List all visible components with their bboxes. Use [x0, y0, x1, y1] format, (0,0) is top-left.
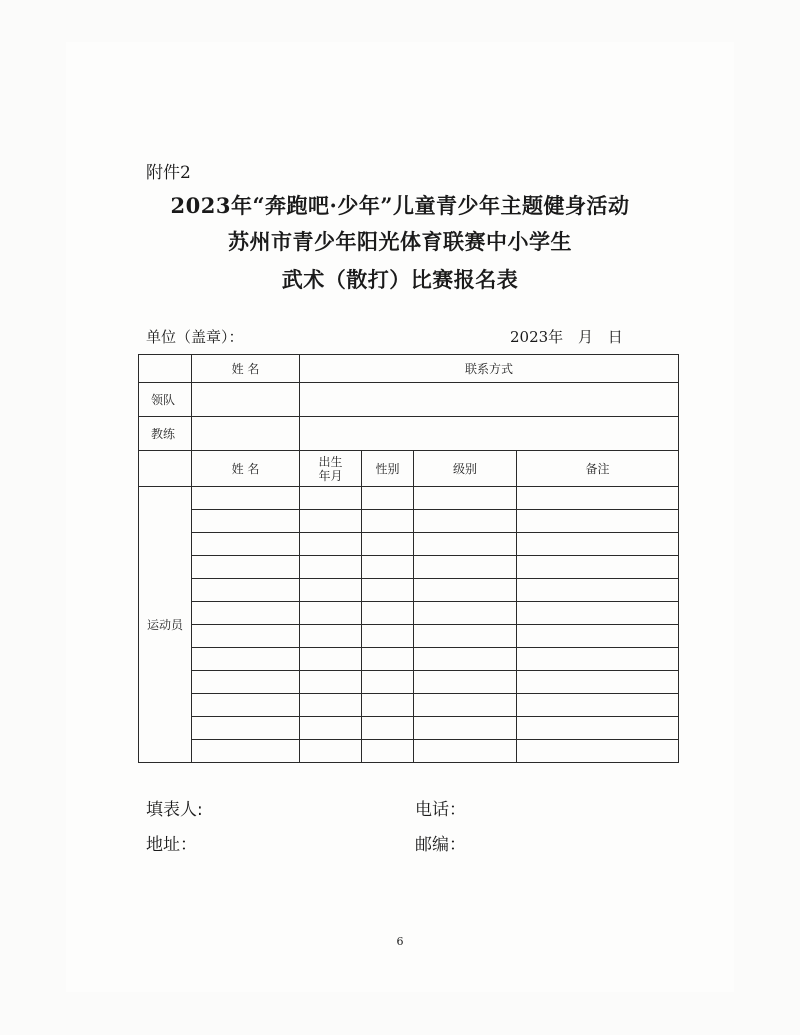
athlete-row: [139, 556, 679, 579]
athlete-level-cell[interactable]: [414, 533, 517, 556]
blank-cell: [139, 355, 192, 383]
blank-cell: [139, 451, 192, 487]
athlete-name-cell[interactable]: [192, 510, 300, 533]
athlete-birth-cell[interactable]: [300, 510, 362, 533]
athlete-gender-cell[interactable]: [362, 671, 414, 694]
athlete-remark-cell[interactable]: [517, 510, 679, 533]
athlete-level-cell[interactable]: [414, 602, 517, 625]
athlete-gender-cell[interactable]: [362, 556, 414, 579]
form-date: 2023年 月 日: [510, 328, 623, 346]
contact-header: 联系方式: [300, 355, 679, 383]
staff-name-header: 姓 名: [192, 355, 300, 383]
athlete-remark-cell[interactable]: [517, 671, 679, 694]
athlete-gender-cell[interactable]: [362, 625, 414, 648]
athlete-row: [139, 510, 679, 533]
coach-row: [139, 417, 679, 451]
athlete-name-header: 姓 名: [192, 451, 300, 487]
athlete-level-cell[interactable]: [414, 694, 517, 717]
athlete-label-char: 员: [171, 617, 184, 632]
athlete-birth-cell[interactable]: [300, 625, 362, 648]
athlete-level-cell[interactable]: [414, 671, 517, 694]
athlete-remark-cell[interactable]: [517, 717, 679, 740]
athlete-birth-cell[interactable]: [300, 579, 362, 602]
athlete-birth-cell[interactable]: [300, 602, 362, 625]
athlete-birth-cell[interactable]: [300, 740, 362, 763]
athlete-name-cell[interactable]: [192, 602, 300, 625]
athlete-birth-cell[interactable]: [300, 671, 362, 694]
title-line-1: 2023年“奔跑吧·少年”儿童青少年主题健身活动: [170, 193, 630, 218]
registration-table: [138, 354, 679, 763]
athlete-birth-cell[interactable]: [300, 648, 362, 671]
athlete-level-cell[interactable]: [414, 625, 517, 648]
unit-seal-label: 单位（盖章）：: [146, 328, 244, 346]
athlete-gender-cell[interactable]: [362, 740, 414, 763]
coach-contact-cell[interactable]: [300, 417, 679, 451]
leader-contact-cell[interactable]: [300, 383, 679, 417]
title-line-2: 苏州市青少年阳光体育联赛中小学生: [228, 229, 572, 254]
athlete-label-char: 运: [146, 617, 159, 632]
attachment-label: 附件2: [146, 163, 191, 183]
athlete-gender-cell[interactable]: [362, 579, 414, 602]
athlete-row: [139, 740, 679, 763]
athlete-birth-cell[interactable]: [300, 717, 362, 740]
athlete-name-cell[interactable]: [192, 579, 300, 602]
athlete-gender-cell[interactable]: [362, 694, 414, 717]
athlete-name-cell[interactable]: [192, 556, 300, 579]
athlete-birth-cell[interactable]: [300, 694, 362, 717]
postcode-label: 邮编：: [415, 835, 466, 855]
athlete-row: [139, 648, 679, 671]
athlete-gender-cell[interactable]: [362, 648, 414, 671]
coach-label: 教练: [139, 417, 192, 451]
athlete-birth-cell[interactable]: [300, 556, 362, 579]
address-label: 地址：: [146, 835, 197, 855]
athlete-birth-cell[interactable]: [300, 487, 362, 510]
athlete-name-cell[interactable]: [192, 533, 300, 556]
filler-label: 填表人:: [146, 800, 203, 820]
athlete-row: [139, 533, 679, 556]
athlete-gender-cell[interactable]: [362, 717, 414, 740]
remark-header: 备注: [517, 451, 679, 487]
coach-name-cell[interactable]: [192, 417, 300, 451]
athlete-level-cell[interactable]: [414, 740, 517, 763]
athlete-name-cell[interactable]: [192, 487, 300, 510]
athlete-remark-cell[interactable]: [517, 533, 679, 556]
birth-header-line-1: 出生: [318, 454, 343, 469]
athlete-gender-cell[interactable]: [362, 487, 414, 510]
athlete-level-cell[interactable]: [414, 717, 517, 740]
athlete-row: [139, 671, 679, 694]
athlete-name-cell[interactable]: [192, 671, 300, 694]
athlete-row: [139, 579, 679, 602]
athlete-gender-cell[interactable]: [362, 510, 414, 533]
leader-name-cell[interactable]: [192, 383, 300, 417]
athlete-row: [139, 487, 679, 510]
athlete-name-cell[interactable]: [192, 717, 300, 740]
athlete-remark-cell[interactable]: [517, 740, 679, 763]
athlete-row: [139, 694, 679, 717]
level-header: 级别: [414, 451, 517, 487]
athlete-remark-cell[interactable]: [517, 487, 679, 510]
athlete-name-cell[interactable]: [192, 648, 300, 671]
athlete-remark-cell[interactable]: [517, 625, 679, 648]
athlete-level-cell[interactable]: [414, 510, 517, 533]
athlete-label-char: 动: [158, 617, 171, 632]
athlete-birth-cell[interactable]: [300, 533, 362, 556]
birth-header: [300, 451, 362, 487]
athlete-row: [139, 602, 679, 625]
athlete-remark-cell[interactable]: [517, 579, 679, 602]
phone-label: 电话：: [415, 800, 466, 820]
gender-header: 性别: [362, 451, 414, 487]
athlete-name-cell[interactable]: [192, 694, 300, 717]
leader-row: [139, 383, 679, 417]
athlete-level-cell[interactable]: [414, 556, 517, 579]
athlete-remark-cell[interactable]: [517, 648, 679, 671]
page-number: 6: [396, 935, 404, 948]
athlete-level-cell[interactable]: [414, 648, 517, 671]
birth-header-line-2: 年月: [318, 468, 343, 483]
athlete-header-row: [139, 451, 679, 487]
athlete-section-label: [139, 487, 192, 763]
athlete-row: [139, 717, 679, 740]
athlete-name-cell[interactable]: [192, 625, 300, 648]
athlete-level-cell[interactable]: [414, 579, 517, 602]
athlete-remark-cell[interactable]: [517, 556, 679, 579]
leader-label: 领队: [139, 383, 192, 417]
title-line-3: 武术（散打）比赛报名表: [281, 267, 519, 292]
athlete-gender-cell[interactable]: [362, 602, 414, 625]
athlete-row: [139, 625, 679, 648]
athlete-level-cell[interactable]: [414, 487, 517, 510]
athlete-name-cell[interactable]: [192, 740, 300, 763]
athlete-gender-cell[interactable]: [362, 533, 414, 556]
athlete-remark-cell[interactable]: [517, 602, 679, 625]
staff-header-row: [139, 355, 679, 383]
athlete-remark-cell[interactable]: [517, 694, 679, 717]
